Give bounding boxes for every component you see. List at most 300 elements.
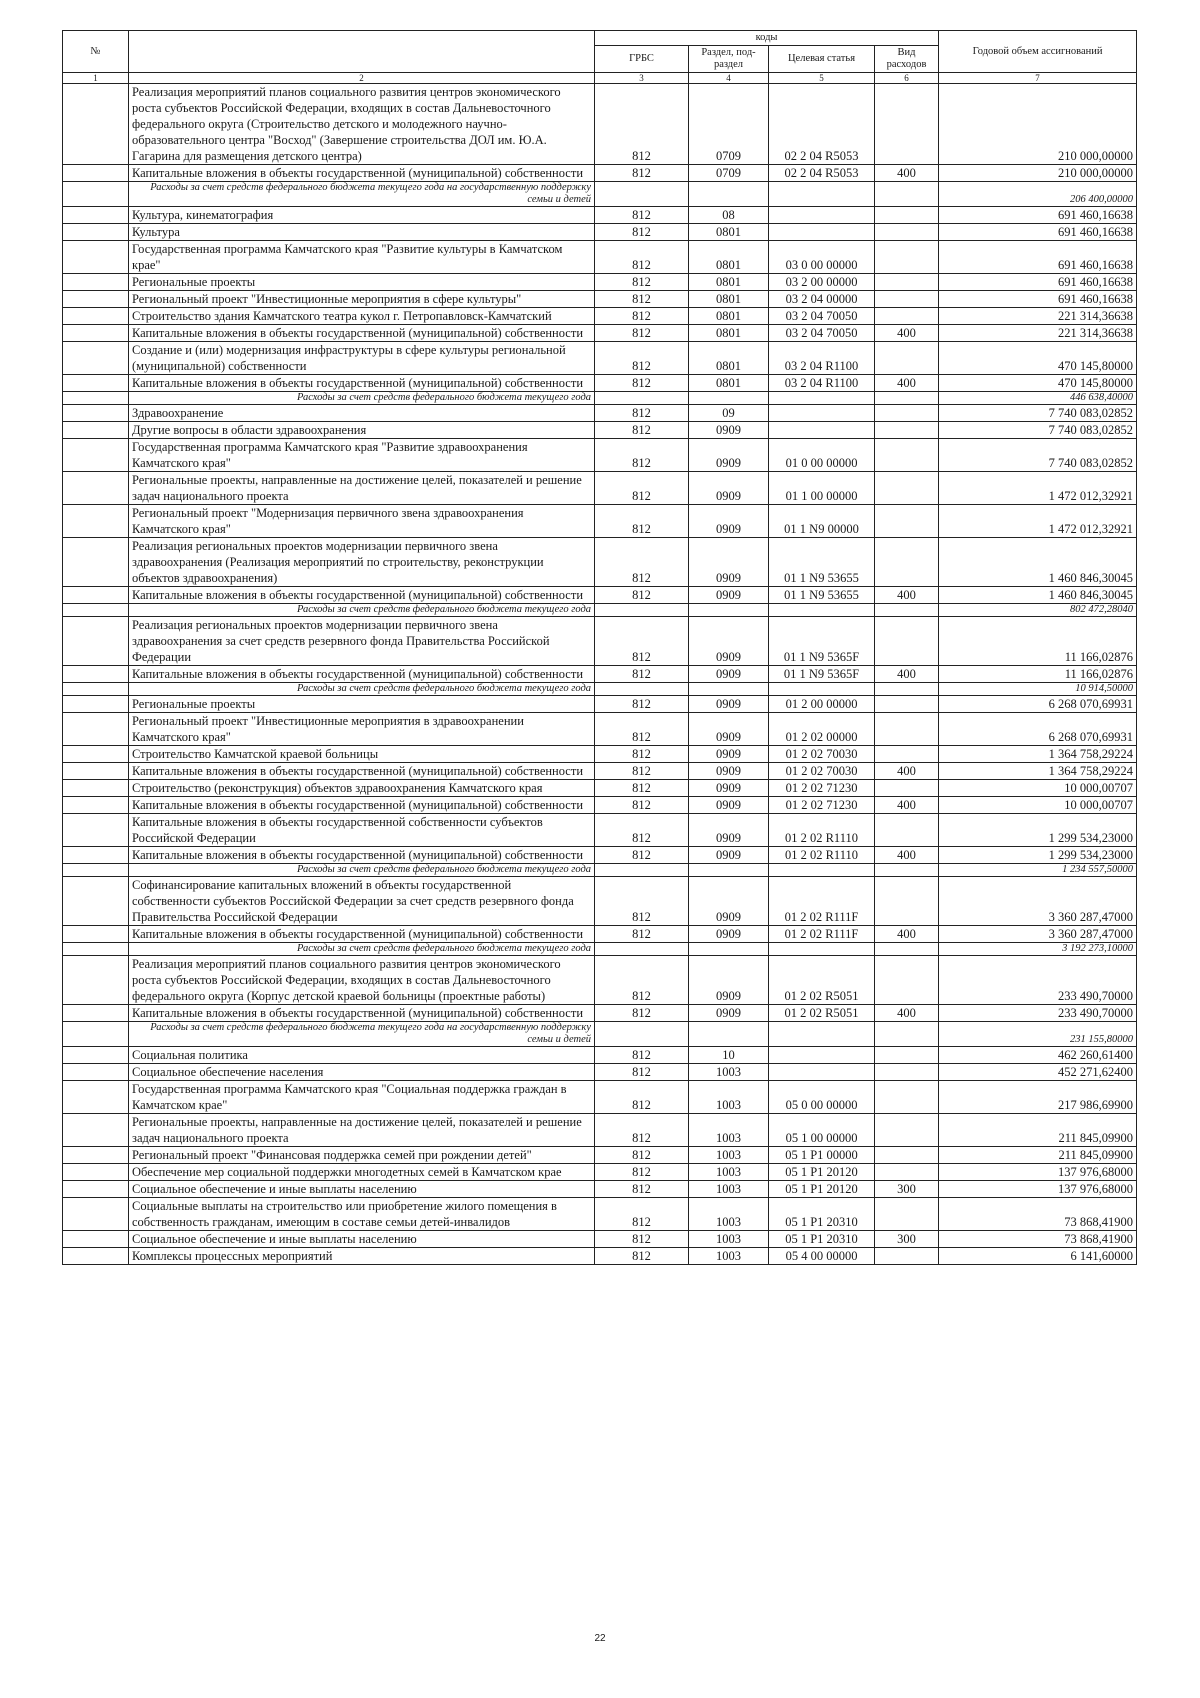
row-target-article-cell: 01 2 02 R111F xyxy=(769,926,875,943)
row-expense-type-cell xyxy=(875,538,939,587)
row-target-article-cell: 05 1 P1 20310 xyxy=(769,1198,875,1231)
row-number-cell xyxy=(63,746,129,763)
table-row xyxy=(63,587,1137,604)
row-grbs-cell: 812 xyxy=(595,1114,689,1147)
row-name-cell: Строительство Камчатской краевой больницы xyxy=(129,746,595,763)
row-name-cell: Расходы за счет средств федерального бюджета текущего года xyxy=(129,604,595,617)
row-razdel-cell: 1003 xyxy=(689,1181,769,1198)
row-expense-type-cell: 400 xyxy=(875,666,939,683)
row-expense-type-cell xyxy=(875,864,939,877)
row-name-cell: Софинансирование капитальных вложений в объекты государственной собственности субъектов Российской Федерации за счет средств резервного фонда Правительства Российской Федерации xyxy=(129,877,595,926)
row-number-cell xyxy=(63,1064,129,1081)
row-number-cell xyxy=(63,308,129,325)
row-target-article-cell: 03 2 04 00000 xyxy=(769,291,875,308)
row-number-cell xyxy=(63,422,129,439)
row-razdel-cell xyxy=(689,604,769,617)
row-amount-cell: 691 460,16638 xyxy=(939,207,1137,224)
row-name-cell: Другие вопросы в области здравоохранения xyxy=(129,422,595,439)
table-row xyxy=(63,814,1137,847)
row-number-cell xyxy=(63,505,129,538)
row-name-cell: Региональные проекты, направленные на достижение целей, показателей и решение задач национального проекта xyxy=(129,472,595,505)
row-number-cell xyxy=(63,943,129,956)
row-name-cell: Реализация мероприятий планов социального развития центров экономического роста субъектов Российской Федерации, входящих в состав Дальневосточного федерального округа (Корпус детской краевой больницы (проектные работы) xyxy=(129,956,595,1005)
row-razdel-cell: 0909 xyxy=(689,696,769,713)
row-target-article-cell: 01 2 02 70030 xyxy=(769,746,875,763)
row-razdel-cell xyxy=(689,683,769,696)
row-amount-cell: 211 845,09900 xyxy=(939,1114,1137,1147)
table-row xyxy=(63,746,1137,763)
row-razdel-cell xyxy=(689,1022,769,1047)
row-name-cell: Капитальные вложения в объекты государственной (муниципальной) собственности xyxy=(129,666,595,683)
row-number-cell xyxy=(63,291,129,308)
row-razdel-cell: 0801 xyxy=(689,308,769,325)
row-name-cell: Региональный проект "Инвестиционные мероприятия в здравоохранении Камчатского края" xyxy=(129,713,595,746)
row-number-cell xyxy=(63,182,129,207)
row-grbs-cell: 812 xyxy=(595,224,689,241)
row-expense-type-cell xyxy=(875,1164,939,1181)
row-grbs-cell: 812 xyxy=(595,207,689,224)
row-expense-type-cell xyxy=(875,1047,939,1064)
row-razdel-cell: 0709 xyxy=(689,84,769,165)
row-amount-cell: 691 460,16638 xyxy=(939,241,1137,274)
row-expense-type-cell xyxy=(875,943,939,956)
row-amount-cell: 206 400,00000 xyxy=(939,182,1137,207)
row-grbs-cell: 812 xyxy=(595,84,689,165)
row-expense-type-cell xyxy=(875,696,939,713)
row-amount-cell: 11 166,02876 xyxy=(939,666,1137,683)
row-number-cell xyxy=(63,926,129,943)
row-target-article-cell: 03 2 04 70050 xyxy=(769,325,875,342)
table-row xyxy=(63,1147,1137,1164)
row-name-cell: Капитальные вложения в объекты государственной (муниципальной) собственности xyxy=(129,926,595,943)
row-amount-cell: 691 460,16638 xyxy=(939,291,1137,308)
row-grbs-cell: 812 xyxy=(595,814,689,847)
row-razdel-cell: 09 xyxy=(689,405,769,422)
table-row xyxy=(63,505,1137,538)
row-amount-cell: 7 740 083,02852 xyxy=(939,439,1137,472)
row-expense-type-cell xyxy=(875,505,939,538)
table-row xyxy=(63,375,1137,392)
header-colnum-4: 4 xyxy=(689,73,769,84)
header-number: № xyxy=(63,31,129,73)
table-row xyxy=(63,956,1137,1005)
row-target-article-cell: 01 1 N9 5365F xyxy=(769,617,875,666)
row-name-cell: Капитальные вложения в объекты государственной (муниципальной) собственности xyxy=(129,847,595,864)
row-target-article-cell xyxy=(769,864,875,877)
row-name-cell: Социальное обеспечение населения xyxy=(129,1064,595,1081)
budget-allocations-table xyxy=(62,30,1137,1265)
row-target-article-cell xyxy=(769,392,875,405)
row-target-article-cell xyxy=(769,224,875,241)
row-amount-cell: 210 000,00000 xyxy=(939,165,1137,182)
row-expense-type-cell: 400 xyxy=(875,926,939,943)
row-amount-cell: 137 976,68000 xyxy=(939,1181,1137,1198)
row-razdel-cell xyxy=(689,943,769,956)
row-target-article-cell xyxy=(769,1047,875,1064)
row-number-cell xyxy=(63,1081,129,1114)
row-amount-cell: 73 868,41900 xyxy=(939,1231,1137,1248)
row-expense-type-cell xyxy=(875,1081,939,1114)
table-row xyxy=(63,696,1137,713)
row-number-cell xyxy=(63,1231,129,1248)
row-number-cell xyxy=(63,1248,129,1265)
row-number-cell xyxy=(63,1047,129,1064)
row-expense-type-cell xyxy=(875,1114,939,1147)
table-row xyxy=(63,207,1137,224)
row-amount-cell: 1 364 758,29224 xyxy=(939,746,1137,763)
row-expense-type-cell: 400 xyxy=(875,847,939,864)
header-codes: коды xyxy=(595,31,939,46)
row-name-cell: Социальное обеспечение и иные выплаты населению xyxy=(129,1231,595,1248)
table-row xyxy=(63,241,1137,274)
row-name-cell: Социальные выплаты на строительство или приобретение жилого помещения в собственность гражданам, имеющим в составе семьи детей-инвалидов xyxy=(129,1198,595,1231)
row-razdel-cell: 0909 xyxy=(689,538,769,587)
page-number: 22 xyxy=(594,1633,606,1644)
row-amount-cell: 691 460,16638 xyxy=(939,224,1137,241)
header-colnum-2: 2 xyxy=(129,73,595,84)
row-number-cell xyxy=(63,683,129,696)
row-amount-cell: 10 914,50000 xyxy=(939,683,1137,696)
row-expense-type-cell: 400 xyxy=(875,165,939,182)
table-row xyxy=(63,84,1137,165)
row-expense-type-cell xyxy=(875,1147,939,1164)
header-grbs: ГРБС xyxy=(595,46,689,73)
row-razdel-cell: 0909 xyxy=(689,746,769,763)
row-expense-type-cell xyxy=(875,308,939,325)
row-grbs-cell: 812 xyxy=(595,1147,689,1164)
row-amount-cell: 802 472,28040 xyxy=(939,604,1137,617)
row-amount-cell: 470 145,80000 xyxy=(939,375,1137,392)
row-target-article-cell xyxy=(769,943,875,956)
table-row xyxy=(63,780,1137,797)
row-expense-type-cell xyxy=(875,182,939,207)
row-grbs-cell: 812 xyxy=(595,472,689,505)
row-expense-type-cell xyxy=(875,814,939,847)
row-grbs-cell: 812 xyxy=(595,325,689,342)
row-grbs-cell: 812 xyxy=(595,713,689,746)
row-name-cell: Региональный проект "Инвестиционные мероприятия в сфере культуры" xyxy=(129,291,595,308)
table-row xyxy=(63,1064,1137,1081)
table-row xyxy=(63,877,1137,926)
row-name-cell: Расходы за счет средств федерального бюджета текущего года на государственную поддержку семьи и детей xyxy=(129,182,595,207)
row-expense-type-cell xyxy=(875,956,939,1005)
row-name-cell: Культура xyxy=(129,224,595,241)
row-amount-cell: 1 472 012,32921 xyxy=(939,472,1137,505)
row-name-cell: Расходы за счет средств федерального бюджета текущего года xyxy=(129,392,595,405)
row-razdel-cell: 1003 xyxy=(689,1231,769,1248)
row-name-cell: Расходы за счет средств федерального бюджета текущего года xyxy=(129,864,595,877)
table-row xyxy=(63,1114,1137,1147)
row-number-cell xyxy=(63,1198,129,1231)
row-target-article-cell: 01 2 02 R1110 xyxy=(769,814,875,847)
row-amount-cell: 211 845,09900 xyxy=(939,1147,1137,1164)
row-razdel-cell: 0801 xyxy=(689,342,769,375)
row-name-cell: Капитальные вложения в объекты государственной (муниципальной) собственности xyxy=(129,797,595,814)
row-grbs-cell: 812 xyxy=(595,342,689,375)
row-grbs-cell: 812 xyxy=(595,877,689,926)
row-target-article-cell: 01 1 N9 53655 xyxy=(769,587,875,604)
row-razdel-cell xyxy=(689,392,769,405)
row-number-cell xyxy=(63,763,129,780)
row-target-article-cell: 01 2 02 00000 xyxy=(769,713,875,746)
row-number-cell xyxy=(63,814,129,847)
row-expense-type-cell: 300 xyxy=(875,1181,939,1198)
row-number-cell xyxy=(63,696,129,713)
table-row xyxy=(63,1231,1137,1248)
header-name xyxy=(129,31,595,73)
federal-funds-row xyxy=(63,943,1137,956)
row-grbs-cell: 812 xyxy=(595,538,689,587)
row-target-article-cell: 03 0 00 00000 xyxy=(769,241,875,274)
row-expense-type-cell xyxy=(875,746,939,763)
table-row xyxy=(63,1181,1137,1198)
table-row xyxy=(63,763,1137,780)
row-amount-cell: 1 299 534,23000 xyxy=(939,847,1137,864)
row-name-cell: Строительство (реконструкция) объектов здравоохранения Камчатского края xyxy=(129,780,595,797)
table-row xyxy=(63,224,1137,241)
row-expense-type-cell xyxy=(875,1064,939,1081)
row-amount-cell: 221 314,36638 xyxy=(939,325,1137,342)
row-expense-type-cell xyxy=(875,1248,939,1265)
row-grbs-cell xyxy=(595,683,689,696)
row-name-cell: Реализация региональных проектов модернизации первичного звена здравоохранения (Реализация мероприятий по строительству, реконструкции объектов здравоохранения) xyxy=(129,538,595,587)
row-amount-cell: 231 155,80000 xyxy=(939,1022,1137,1047)
row-target-article-cell: 01 2 02 R5051 xyxy=(769,1005,875,1022)
row-number-cell xyxy=(63,84,129,165)
row-grbs-cell: 812 xyxy=(595,1198,689,1231)
row-number-cell xyxy=(63,864,129,877)
table-row xyxy=(63,926,1137,943)
row-name-cell: Региональный проект "Финансовая поддержка семей при рождении детей" xyxy=(129,1147,595,1164)
row-name-cell: Государственная программа Камчатского края "Социальная поддержка граждан в Камчатском крае" xyxy=(129,1081,595,1114)
row-target-article-cell: 01 2 02 70030 xyxy=(769,763,875,780)
row-amount-cell: 6 268 070,69931 xyxy=(939,696,1137,713)
row-amount-cell: 1 299 534,23000 xyxy=(939,814,1137,847)
row-name-cell: Капитальные вложения в объекты государственной (муниципальной) собственности xyxy=(129,165,595,182)
table-row xyxy=(63,797,1137,814)
header-colnum-6: 6 xyxy=(875,73,939,84)
row-razdel-cell: 1003 xyxy=(689,1248,769,1265)
row-expense-type-cell xyxy=(875,439,939,472)
row-amount-cell: 6 268 070,69931 xyxy=(939,713,1137,746)
row-grbs-cell: 812 xyxy=(595,763,689,780)
row-razdel-cell: 0909 xyxy=(689,713,769,746)
row-grbs-cell: 812 xyxy=(595,308,689,325)
row-expense-type-cell xyxy=(875,207,939,224)
table-row xyxy=(63,325,1137,342)
row-amount-cell: 217 986,69900 xyxy=(939,1081,1137,1114)
row-grbs-cell: 812 xyxy=(595,291,689,308)
row-expense-type-cell xyxy=(875,617,939,666)
row-target-article-cell xyxy=(769,683,875,696)
row-name-cell: Создание и (или) модернизация инфраструктуры в сфере культуры региональной (муниципальной) собственности xyxy=(129,342,595,375)
row-expense-type-cell: 400 xyxy=(875,587,939,604)
row-target-article-cell: 05 1 P1 00000 xyxy=(769,1147,875,1164)
row-name-cell: Строительство здания Камчатского театра кукол г. Петропавловск-Камчатский xyxy=(129,308,595,325)
row-expense-type-cell xyxy=(875,472,939,505)
row-target-article-cell: 05 1 P1 20310 xyxy=(769,1231,875,1248)
row-grbs-cell: 812 xyxy=(595,617,689,666)
row-amount-cell: 3 360 287,47000 xyxy=(939,926,1137,943)
row-name-cell: Обеспечение мер социальной поддержки многодетных семей в Камчатском крае xyxy=(129,1164,595,1181)
federal-funds-row xyxy=(63,1022,1137,1047)
row-amount-cell: 470 145,80000 xyxy=(939,342,1137,375)
row-amount-cell: 6 141,60000 xyxy=(939,1248,1137,1265)
row-grbs-cell xyxy=(595,1022,689,1047)
row-amount-cell: 11 166,02876 xyxy=(939,617,1137,666)
row-razdel-cell: 10 xyxy=(689,1047,769,1064)
row-name-cell: Здравоохранение xyxy=(129,405,595,422)
row-target-article-cell: 03 2 04 70050 xyxy=(769,308,875,325)
row-target-article-cell xyxy=(769,182,875,207)
table-row xyxy=(63,617,1137,666)
row-expense-type-cell xyxy=(875,683,939,696)
table-body xyxy=(63,84,1137,1265)
row-name-cell: Реализация мероприятий планов социального развития центров экономического роста субъектов Российской Федерации, входящих в состав Дальневосточного федерального округа (Строительство детского и молодежного научно-образовательного центра "Восход" (Завершение строительства ДОЛ им. Ю.А. Гагарина для размещения детского центра) xyxy=(129,84,595,165)
row-razdel-cell: 0801 xyxy=(689,224,769,241)
row-target-article-cell: 01 1 N9 53655 xyxy=(769,538,875,587)
row-target-article-cell: 01 2 02 R111F xyxy=(769,877,875,926)
row-grbs-cell xyxy=(595,182,689,207)
row-number-cell xyxy=(63,780,129,797)
row-amount-cell: 1 460 846,30045 xyxy=(939,538,1137,587)
row-razdel-cell: 0909 xyxy=(689,780,769,797)
table-row xyxy=(63,538,1137,587)
row-razdel-cell: 0909 xyxy=(689,877,769,926)
row-grbs-cell: 812 xyxy=(595,505,689,538)
row-number-cell xyxy=(63,325,129,342)
budget-table-sheet xyxy=(62,30,1136,1265)
row-grbs-cell: 812 xyxy=(595,1081,689,1114)
federal-funds-row xyxy=(63,683,1137,696)
table-row xyxy=(63,1005,1137,1022)
federal-funds-row xyxy=(63,392,1137,405)
header-colnum-5: 5 xyxy=(769,73,875,84)
row-razdel-cell: 1003 xyxy=(689,1164,769,1181)
row-expense-type-cell xyxy=(875,1198,939,1231)
row-amount-cell: 1 460 846,30045 xyxy=(939,587,1137,604)
row-grbs-cell: 812 xyxy=(595,797,689,814)
row-razdel-cell: 1003 xyxy=(689,1147,769,1164)
row-number-cell xyxy=(63,604,129,617)
row-amount-cell: 1 234 557,50000 xyxy=(939,864,1137,877)
federal-funds-row xyxy=(63,604,1137,617)
row-razdel-cell: 08 xyxy=(689,207,769,224)
row-expense-type-cell xyxy=(875,291,939,308)
row-number-cell xyxy=(63,1147,129,1164)
row-expense-type-cell xyxy=(875,224,939,241)
row-razdel-cell: 0909 xyxy=(689,587,769,604)
row-number-cell xyxy=(63,405,129,422)
table-row xyxy=(63,422,1137,439)
row-grbs-cell: 812 xyxy=(595,956,689,1005)
table-row xyxy=(63,847,1137,864)
row-number-cell xyxy=(63,1005,129,1022)
row-target-article-cell xyxy=(769,604,875,617)
row-amount-cell: 446 638,40000 xyxy=(939,392,1137,405)
table-row xyxy=(63,1081,1137,1114)
row-target-article-cell: 01 2 00 00000 xyxy=(769,696,875,713)
table-row xyxy=(63,1248,1137,1265)
row-target-article-cell: 05 4 00 00000 xyxy=(769,1248,875,1265)
row-target-article-cell: 05 1 00 00000 xyxy=(769,1114,875,1147)
row-amount-cell: 691 460,16638 xyxy=(939,274,1137,291)
row-amount-cell: 10 000,00707 xyxy=(939,780,1137,797)
row-number-cell xyxy=(63,538,129,587)
row-target-article-cell xyxy=(769,207,875,224)
row-number-cell xyxy=(63,241,129,274)
row-name-cell: Капитальные вложения в объекты государственной (муниципальной) собственности xyxy=(129,325,595,342)
row-number-cell xyxy=(63,375,129,392)
row-name-cell: Культура, кинематография xyxy=(129,207,595,224)
row-target-article-cell: 01 2 02 R5051 xyxy=(769,956,875,1005)
row-amount-cell: 3 192 273,10000 xyxy=(939,943,1137,956)
row-razdel-cell: 0801 xyxy=(689,241,769,274)
row-name-cell: Капитальные вложения в объекты государственной (муниципальной) собственности xyxy=(129,763,595,780)
row-razdel-cell: 0801 xyxy=(689,325,769,342)
row-target-article-cell: 01 2 02 R1110 xyxy=(769,847,875,864)
table-row xyxy=(63,308,1137,325)
row-number-cell xyxy=(63,617,129,666)
row-target-article-cell: 01 2 02 71230 xyxy=(769,780,875,797)
row-razdel-cell: 0709 xyxy=(689,165,769,182)
row-razdel-cell: 0909 xyxy=(689,763,769,780)
row-grbs-cell: 812 xyxy=(595,1064,689,1081)
row-amount-cell: 3 360 287,47000 xyxy=(939,877,1137,926)
table-row xyxy=(63,1047,1137,1064)
row-razdel-cell: 1003 xyxy=(689,1114,769,1147)
row-grbs-cell xyxy=(595,604,689,617)
row-razdel-cell: 0909 xyxy=(689,422,769,439)
row-name-cell: Расходы за счет средств федерального бюджета текущего года на государственную поддержку семьи и детей xyxy=(129,1022,595,1047)
row-name-cell: Реализация региональных проектов модернизации первичного звена здравоохранения за счет средств резервного фонда Правительства Российской Федерации xyxy=(129,617,595,666)
row-target-article-cell xyxy=(769,405,875,422)
row-number-cell xyxy=(63,165,129,182)
row-number-cell xyxy=(63,847,129,864)
row-grbs-cell: 812 xyxy=(595,696,689,713)
row-amount-cell: 1 364 758,29224 xyxy=(939,763,1137,780)
row-grbs-cell: 812 xyxy=(595,1164,689,1181)
header-razdel: Раздел, под-раздел xyxy=(689,46,769,73)
row-name-cell: Расходы за счет средств федерального бюджета текущего года xyxy=(129,943,595,956)
header-colnum-1: 1 xyxy=(63,73,129,84)
row-grbs-cell: 812 xyxy=(595,666,689,683)
row-target-article-cell: 05 0 00 00000 xyxy=(769,1081,875,1114)
table-row xyxy=(63,165,1137,182)
row-target-article-cell: 03 2 04 R1100 xyxy=(769,342,875,375)
row-razdel-cell xyxy=(689,864,769,877)
row-razdel-cell: 0801 xyxy=(689,291,769,308)
row-expense-type-cell: 400 xyxy=(875,325,939,342)
row-expense-type-cell: 400 xyxy=(875,1005,939,1022)
row-razdel-cell: 1003 xyxy=(689,1198,769,1231)
row-grbs-cell: 812 xyxy=(595,405,689,422)
row-name-cell: Социальная политика xyxy=(129,1047,595,1064)
header-colnum-3: 3 xyxy=(595,73,689,84)
row-target-article-cell: 01 2 02 71230 xyxy=(769,797,875,814)
row-name-cell: Региональные проекты xyxy=(129,696,595,713)
row-grbs-cell: 812 xyxy=(595,926,689,943)
row-expense-type-cell xyxy=(875,84,939,165)
row-name-cell: Капитальные вложения в объекты государственной собственности субъектов Российской Федерации xyxy=(129,814,595,847)
table-row xyxy=(63,405,1137,422)
row-razdel-cell: 1003 xyxy=(689,1081,769,1114)
row-expense-type-cell: 400 xyxy=(875,797,939,814)
row-grbs-cell xyxy=(595,864,689,877)
header-expense-type: Вид расходов xyxy=(875,46,939,73)
row-target-article-cell: 01 1 00 00000 xyxy=(769,472,875,505)
row-number-cell xyxy=(63,439,129,472)
